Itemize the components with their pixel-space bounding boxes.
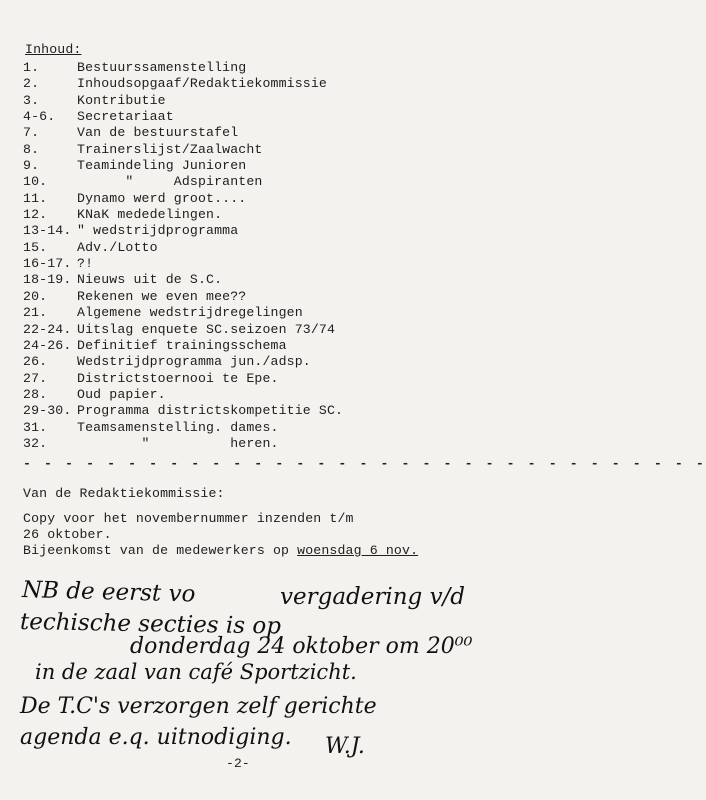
separator-line: - - - - - - - - - - - - - - - - - - - - - - - - - - - - - - - - -	[23, 456, 706, 471]
toc-item-number: 9.	[23, 158, 40, 174]
toc-item	[23, 109, 343, 125]
toc-item-title: Algemene wedstrijdregelingen	[77, 305, 303, 321]
toc-item	[23, 420, 343, 436]
toc-item-number: 13-14.	[23, 223, 72, 239]
toc-item-title: Inhoudsopgaaf/Redaktiekommissie	[77, 76, 327, 92]
toc-item	[23, 403, 343, 419]
toc-item-title: " wedstrijdprogramma	[77, 223, 239, 239]
toc-heading: Inhoud:	[25, 42, 82, 57]
toc-item-number: 1.	[23, 60, 40, 75]
toc-item-title: ?!	[77, 256, 94, 272]
toc-item	[23, 207, 343, 223]
toc-item-title: Programma districtskompetitie SC.	[77, 403, 344, 419]
toc-item-number: 32.	[23, 435, 48, 451]
handwritten-note-line-1: NB de eerst vo	[21, 577, 196, 608]
toc-item	[23, 338, 343, 354]
toc-item	[23, 240, 343, 256]
toc-item	[23, 93, 343, 109]
handwritten-note-line-4: in de zaal van café Sportzicht.	[35, 660, 357, 684]
toc-item	[23, 125, 343, 141]
toc-item-number: 31.	[23, 419, 48, 435]
handwritten-signature: W.J.	[325, 734, 365, 759]
copy-deadline-line-1: Copy voor het novembernummer inzenden t/m	[23, 511, 354, 526]
handwritten-note-line-3: donderdag 24 oktober om 20⁰⁰	[130, 634, 473, 659]
toc-item-number: 22-24.	[23, 321, 72, 337]
toc-item	[23, 387, 343, 403]
toc-item	[23, 322, 343, 338]
toc-item-title: Adv./Lotto	[77, 239, 158, 255]
page-number: -2-	[226, 756, 250, 771]
toc-item	[23, 272, 343, 288]
toc-item-number: 4-6.	[23, 109, 56, 125]
toc-item-number: 7.	[23, 125, 40, 141]
toc-item-number: 24-26.	[23, 337, 72, 353]
toc-item-title: KNaK mededelingen.	[77, 207, 223, 223]
toc-item	[23, 76, 343, 92]
toc-item-title: " Adspiranten	[77, 174, 263, 190]
toc-item-title: Van de bestuurstafel	[77, 125, 239, 141]
handwritten-note-line-5: De T.C's verzorgen zelf gerichte	[20, 694, 377, 719]
toc-item-title: Wedstrijdprogramma jun./adsp.	[77, 354, 311, 370]
toc-item	[23, 223, 343, 239]
toc-item-number: 12.	[23, 207, 48, 223]
toc-item-number: 2.	[23, 76, 40, 92]
toc-item	[23, 256, 343, 272]
toc-item-number: 18-19.	[23, 272, 72, 288]
toc-item	[23, 142, 343, 158]
handwritten-note-line-1b: vergadering v/d	[280, 584, 466, 610]
table-of-contents	[23, 60, 343, 452]
toc-item	[23, 174, 343, 190]
redaktie-heading: Van de Redaktiekommissie:	[23, 486, 225, 501]
toc-item-title: Kontributie	[77, 92, 166, 108]
meeting-line	[23, 543, 418, 558]
toc-item-number: 15.	[23, 239, 48, 255]
toc-item-number: 26.	[23, 354, 48, 370]
copy-deadline-line-2: 26 oktober.	[23, 527, 112, 542]
toc-item-number: 20.	[23, 288, 48, 304]
toc-item-title: Teamsamenstelling. dames.	[77, 419, 279, 435]
toc-item-number: 11.	[23, 190, 48, 206]
toc-item-title: Oud papier.	[77, 386, 166, 402]
toc-item	[23, 289, 343, 305]
toc-item-number: 10.	[23, 174, 48, 190]
meeting-prefix: Bijeenkomst van de medewerkers op	[23, 543, 298, 558]
toc-item-title: Nieuws uit de S.C.	[77, 272, 223, 288]
toc-item	[23, 436, 343, 452]
toc-item-number: 28.	[23, 386, 48, 402]
toc-item-title: Secretariaat	[77, 109, 174, 125]
toc-item-number: 21.	[23, 305, 48, 321]
meeting-date: woensdag 6 nov.	[297, 543, 419, 558]
toc-item-title: Districtstoernooi te Epe.	[77, 370, 279, 386]
toc-item-title: Dynamo werd groot....	[77, 190, 247, 206]
toc-item-title: Trainerslijst/Zaalwacht	[77, 141, 263, 157]
toc-item-title: Rekenen we even mee??	[77, 288, 247, 304]
toc-item	[23, 60, 343, 76]
toc-item-number: 27.	[23, 370, 48, 386]
toc-item	[23, 354, 343, 370]
toc-item-title: Bestuurssamenstelling	[77, 60, 247, 75]
toc-item-number: 3.	[23, 92, 40, 108]
toc-item-title: Teamindeling Junioren	[77, 158, 247, 174]
toc-item-title: " heren.	[77, 435, 279, 451]
toc-item-title: Definitief trainingsschema	[77, 337, 287, 353]
handwritten-note-line-2: techische secties is op	[19, 609, 282, 640]
handwritten-note-line-6: agenda e.q. uitnodiging.	[20, 725, 292, 750]
toc-item	[23, 158, 343, 174]
toc-item-number: 16-17.	[23, 256, 72, 272]
toc-item	[23, 371, 343, 387]
toc-item	[23, 191, 343, 207]
toc-item	[23, 305, 343, 321]
toc-item-number: 8.	[23, 141, 40, 157]
toc-item-title: Uitslag enquete SC.seizoen 73/74	[77, 321, 336, 337]
toc-item-number: 29-30.	[23, 403, 72, 419]
